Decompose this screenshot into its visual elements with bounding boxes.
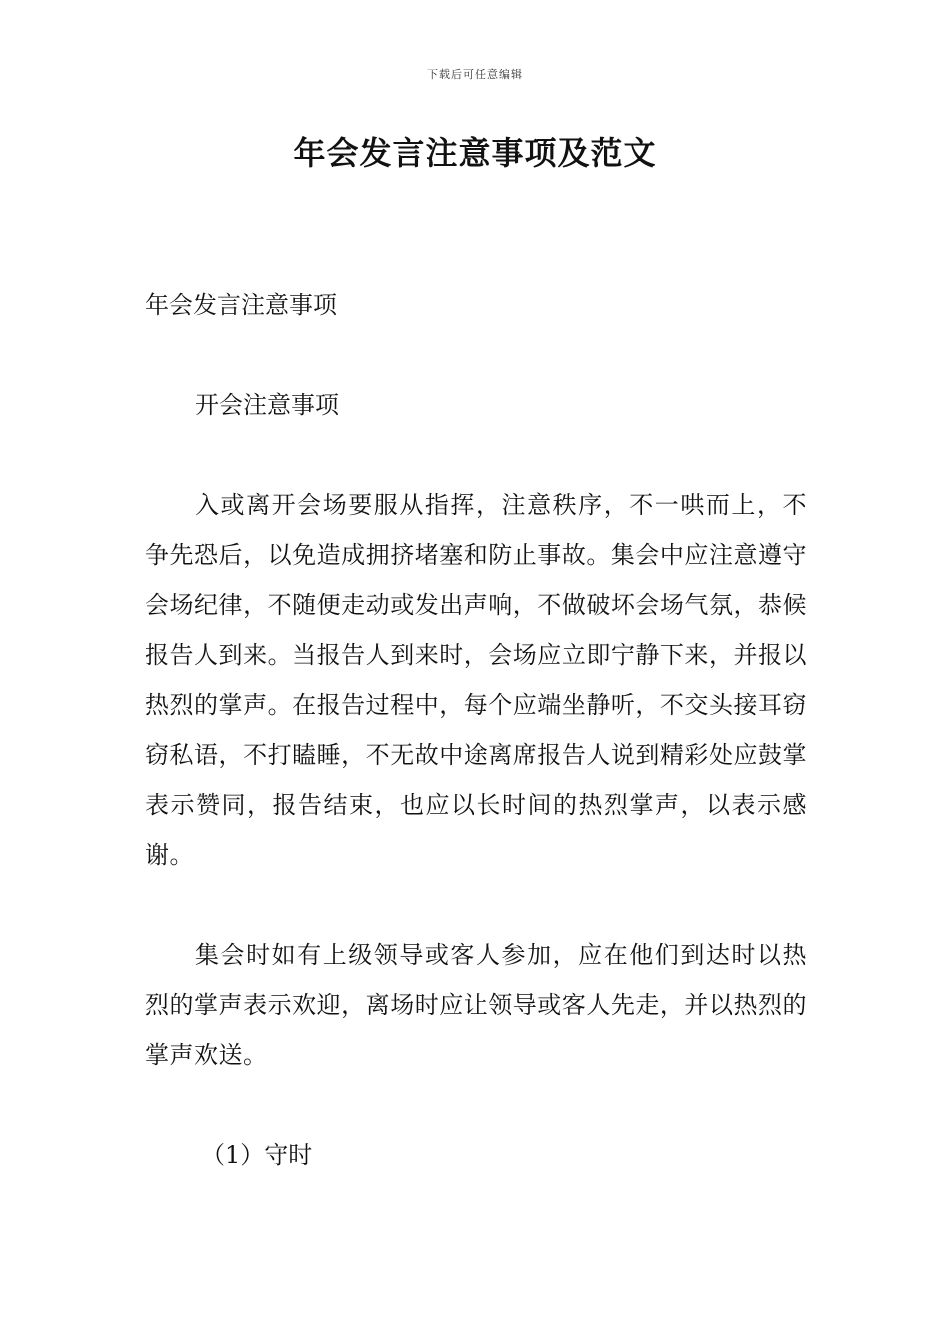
spacer <box>145 430 807 480</box>
document-body <box>145 280 807 1180</box>
paragraph-2: 集会时如有上级领导或客人参加，应在他们到达时以热烈的掌声表示欢迎，离场时应让领导或客人先走，并以热烈的掌声欢送。 <box>145 941 807 1069</box>
paragraph-1: 入或离开会场要服从指挥，注意秩序，不一哄而上，不争先恐后，以免造成拥挤堵塞和防止事故。集会中应注意遵守会场纪律，不随便走动或发出声响，不做破坏会场气氛，恭候报告人到来。当报告人到来时，会场应立即宁静下来，并报以热烈的掌声。在报告过程中，每个应端坐静听，不交头接耳窃窃私语，不打瞌睡，不无故中途离席报告人说到精彩处应鼓掌表示赞同，报告结束，也应以长时间的热烈掌声，以表示感谢。 <box>145 491 807 869</box>
section-heading: 年会发言注意事项 <box>145 291 337 319</box>
spacer <box>145 330 807 380</box>
header-note: 下载后可任意编辑 <box>427 68 523 81</box>
document-title: 年会发言注意事项及范文 <box>293 134 657 172</box>
item-heading: （1）守时 <box>201 1141 313 1169</box>
spacer <box>145 1080 807 1130</box>
sub-heading: 开会注意事项 <box>195 391 339 419</box>
spacer <box>145 880 807 930</box>
